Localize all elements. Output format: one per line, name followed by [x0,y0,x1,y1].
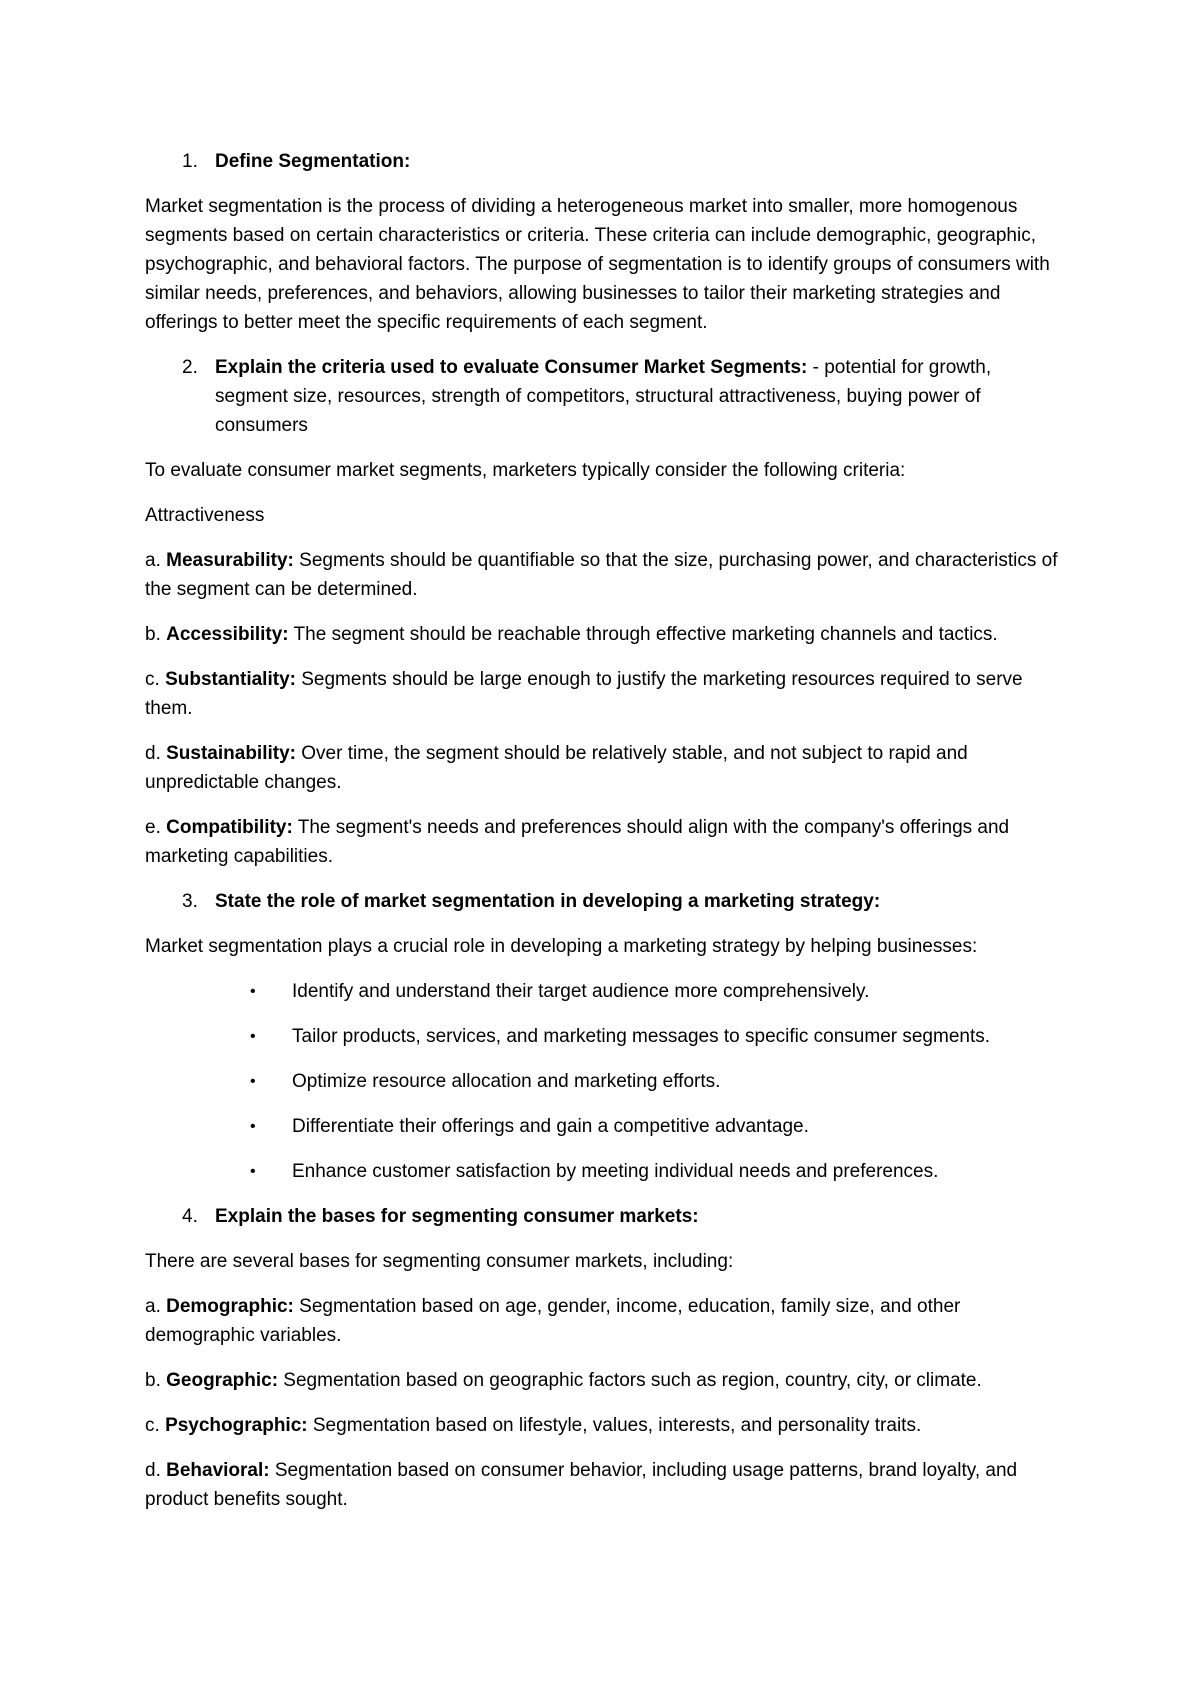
bullet-text: Tailor products, services, and marketing messages to specific consumer segments. [292,1026,991,1047]
item-text: Segmentation based on age, gender, income, education, family size, and other demographic variables. [145,1296,961,1346]
role-bullet-list [145,977,1060,1186]
section-title: State the role of market segmentation in developing a marketing strategy: [215,891,881,912]
item-term: Psychographic: [165,1415,308,1436]
basis-item [145,1456,1060,1514]
item-label: d. [145,743,167,764]
item-term: Demographic: [166,1296,294,1317]
section-3-heading [145,887,1060,916]
section-4-heading [145,1202,1060,1231]
section-title: Define Segmentation: [215,151,411,172]
item-label: e. [145,817,167,838]
criteria-item [145,620,1060,649]
criteria-item [145,739,1060,797]
criteria-item [145,665,1060,723]
basis-item [145,1411,1060,1440]
item-text: Segmentation based on consumer behavior, including usage patterns, brand loyalty, and product benefits sought. [145,1460,1018,1510]
item-text: Segmentation based on geographic factors such as region, country, city, or climate. [278,1370,982,1391]
item-label: b. [145,624,167,645]
basis-item [145,1366,1060,1395]
item-label: a. [145,1296,167,1317]
section-2-subheading: Attractiveness [145,505,265,526]
bullet-icon: • [250,1028,256,1045]
item-text: The segment's needs and preferences should align with the company's offerings and marketing capabilities. [145,817,1010,867]
basis-item [145,1292,1060,1350]
bullet-text: Differentiate their offerings and gain a competitive advantage. [292,1116,809,1137]
item-term: Sustainability: [166,743,296,764]
item-term: Measurability: [166,550,294,571]
section-number: 4. [182,1206,198,1227]
item-label: b. [145,1370,167,1391]
bullet-icon: • [250,1163,256,1180]
item-label: c. [145,1415,166,1436]
item-term: Compatibility: [166,817,293,838]
item-label: a. [145,550,167,571]
criteria-item [145,813,1060,871]
bullet-text: Identify and understand their target audience more comprehensively. [292,981,870,1002]
bullet-icon: • [250,1118,256,1135]
criteria-item [145,546,1060,604]
section-1-heading [145,147,1060,176]
item-text: Segments should be large enough to justify the marketing resources required to serve them. [145,669,1023,719]
list-item [145,1067,1060,1096]
section-number: 3. [182,891,198,912]
item-text: Segments should be quantifiable so that the size, purchasing power, and characteristics of the segment can be determined. [145,550,1058,600]
item-label: d. [145,1460,167,1481]
bullet-icon: • [250,983,256,1000]
section-1-paragraph: Market segmentation is the process of dividing a heterogeneous market into smaller, more homogenous segments based on certain characteristics or criteria. These criteria can include demographic, geographic, psychographic, and behavioral factors. The purpose of segmentation is to identify groups of consumers with similar needs, preferences, and behaviors, allowing businesses to tailor their marketing strategies and offerings to better meet the specific requirements of each segment. [145,196,1050,333]
list-item [145,977,1060,1006]
list-item [145,1112,1060,1141]
section-2-intro: To evaluate consumer market segments, marketers typically consider the following criteria: [145,460,906,481]
item-term: Behavioral: [166,1460,270,1481]
section-2-heading [145,353,1060,440]
item-text: The segment should be reachable through effective marketing channels and tactics. [288,624,998,645]
item-term: Accessibility: [166,624,289,645]
section-3-intro: Market segmentation plays a crucial role in developing a marketing strategy by helping businesses: [145,936,978,957]
section-number: 1. [182,151,198,172]
item-text: Over time, the segment should be relatively stable, and not subject to rapid and unpredictable changes. [145,743,968,793]
bullet-text: Enhance customer satisfaction by meeting individual needs and preferences. [292,1161,939,1182]
list-item [145,1157,1060,1186]
bullet-icon: • [250,1073,256,1090]
section-title: Explain the criteria used to evaluate Consumer Market Segments: [215,357,808,378]
list-item [145,1022,1060,1051]
item-term: Geographic: [166,1370,279,1391]
section-title-suffix: - potential for growth, segment size, resources, strength of competitors, structural attractiveness, buying power of consumers [215,357,992,436]
section-title: Explain the bases for segmenting consumer markets: [215,1206,699,1227]
item-text: Segmentation based on lifestyle, values, interests, and personality traits. [307,1415,922,1436]
section-number: 2. [182,357,198,378]
item-label: c. [145,669,166,690]
section-4-intro: There are several bases for segmenting consumer markets, including: [145,1251,734,1272]
bullet-text: Optimize resource allocation and marketing efforts. [292,1071,721,1092]
item-term: Substantiality: [165,669,296,690]
